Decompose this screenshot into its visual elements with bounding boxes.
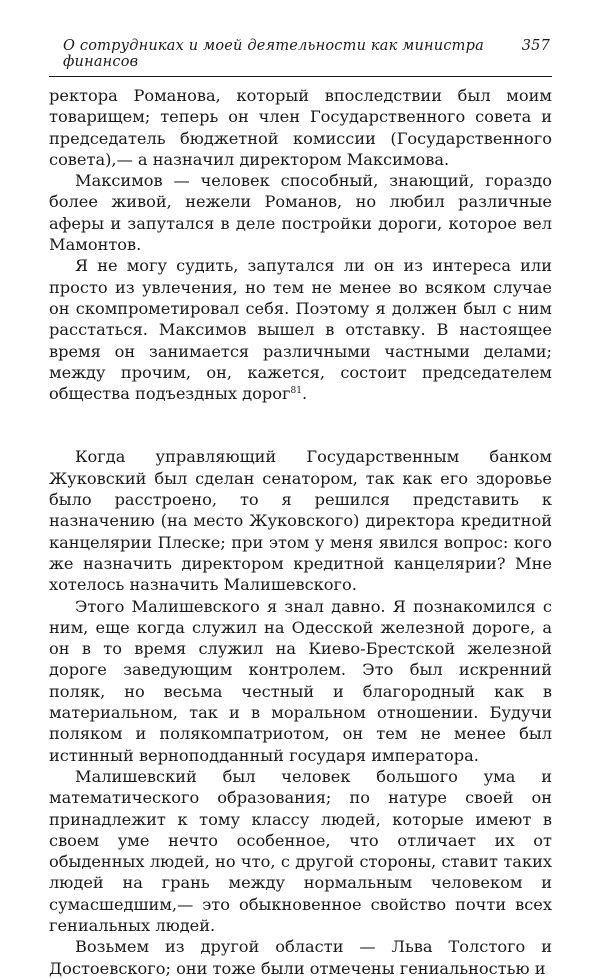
section-break: [49, 404, 552, 446]
running-header: [49, 38, 552, 77]
page-number: 357: [521, 38, 550, 54]
book-page: [49, 38, 552, 979]
footnote-ref-81[interactable]: 81: [290, 386, 302, 397]
paragraph-5: Этого Малишевского я знал давно. Я познакомился с ним, еще когда служил на Одесской железной дороге, а он в то время служил на Киево-Брестской железной дороге заведующим контролем. Это был искренний поляк, но весьма честный и благородный как в материальном, так и в моральном отношении. Будучи поляком и полякомпатриотом, он тем не менее был истинный верноподданный государя императора.: [49, 596, 552, 765]
paragraph-2: Максимов — человек способный, знающий, гораздо более живой, нежели Романов, но любил различные аферы и запутался в деле постройки дороги, которое вел Мамонтов.: [49, 171, 552, 255]
paragraph-3: [49, 255, 552, 404]
paragraph-3-text: Я не могу судить, запутался ли он из интереса или просто из увлечения, но тем не менее во всяком случае он скомпрометировал себя. Поэтому я должен был с ним расстаться. Максимов вышел в отставку. В настоящее время он занимается различными частными делами; между прочим, он, кажется, состоит председателем общества подъездных дорог: [49, 256, 552, 404]
running-header-title: О сотрудниках и моей деятельности как министра финансов: [63, 38, 484, 70]
paragraph-4: Когда управляющий Государственным банком Жуковский был сделан сенатором, так как его здоровье было расстроено, то я решился представить к назначению (на место Жуковского) директора кредитной канцелярии Плеске; при этом у меня явился вопрос: кого же назначить директором кредитной канцелярии? Мне хотелось назначить Малишевского.: [49, 447, 552, 595]
body-text: [49, 85, 552, 979]
paragraph-6: Малишевский был человек большого ума и математического образования; по натуре своей он принадлежит к тому классу людей, которые имеют в своем уме нечто особенное, что отличает их от обыденных людей, но что, с другой стороны, ставит таких людей на грань между нормальным человеком и сумасшедшим,— это обыкновенное свойство почти всех гениальных людей.: [49, 766, 552, 935]
paragraph-1: ректора Романова, который впоследствии был моим товарищем; теперь он член Государственного совета и председатель бюджетной комиссии (Государственного совета),— а назначил директором Максимова.: [49, 86, 552, 169]
paragraph-3-tail: .: [301, 384, 308, 404]
paragraph-7: Возьмем из другой области — Льва Толстого и Достоевского; они тоже были отмечены гениальностью и: [49, 937, 552, 978]
